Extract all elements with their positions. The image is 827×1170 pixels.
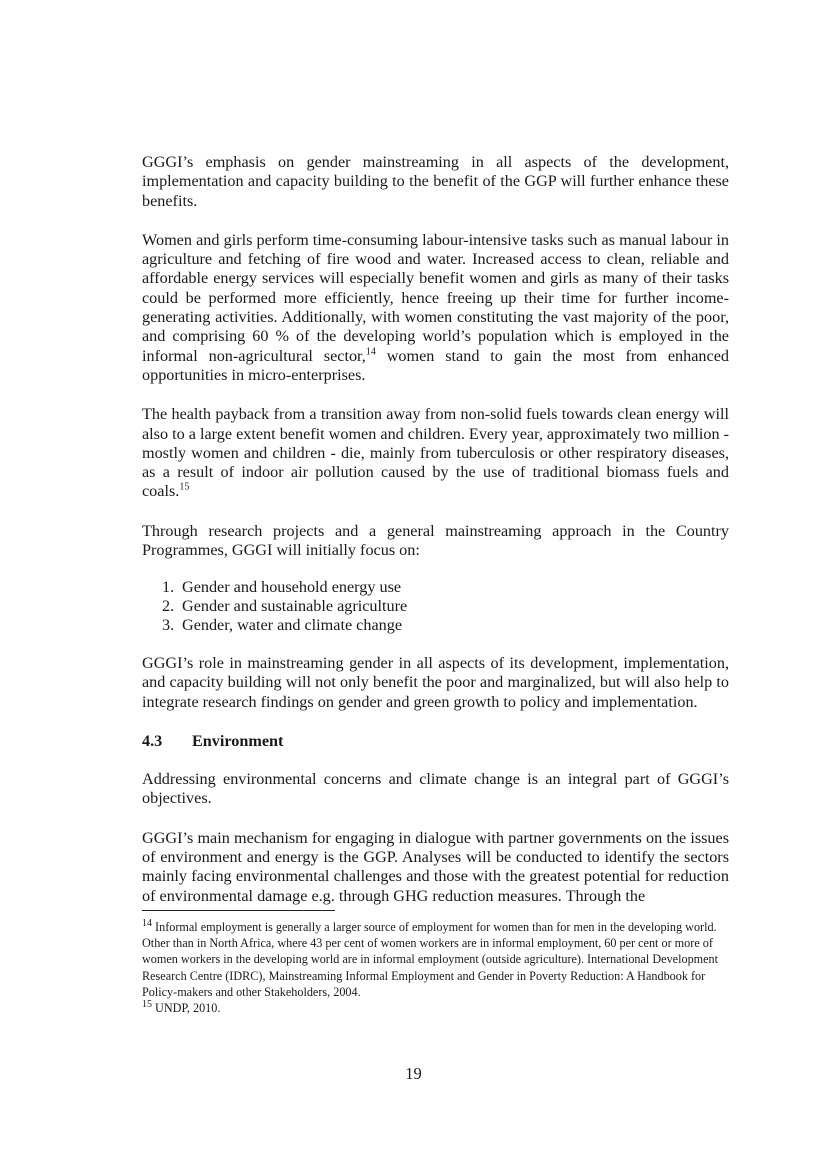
footnote-14 xyxy=(142,919,732,1000)
paragraph-role: GGGI’s role in mainstreaming gender in all aspects of its development, implementation, and capacity building will not only benefit the poor and marginalized, but will also help to integrate research findings on gender and green growth to policy and implementation. xyxy=(142,654,729,711)
footnote-text: Informal employment is generally a larger source of employment for women than for men in the developing world. Other than in North Africa, where 43 per cent of women workers are in informal employment, 60 per cent or more of women workers in the developing world are in informal employment (outside agriculture). International Development Research Centre (IDRC), Mainstreaming Informal Employment and Gender in Poverty Reduction: A Handbook for Policy-makers and other Stakeholders, 2004. xyxy=(142,920,719,999)
list-item xyxy=(162,597,729,616)
footnote-divider xyxy=(142,910,335,911)
footnote-15 xyxy=(142,1000,732,1016)
list-number: 1. xyxy=(162,578,175,597)
paragraph-environmental-concerns: Addressing environmental concerns and climate change is an integral part of GGGI’s objectives. xyxy=(142,770,729,808)
paragraph-research-projects: Through research projects and a general mainstreaming approach in the Country Programmes, GGGI will initially focus on: xyxy=(142,521,729,560)
list-item xyxy=(162,578,729,597)
footnotes xyxy=(142,910,732,1016)
footnote-text: UNDP, 2010. xyxy=(155,1001,221,1016)
paragraph-women-and-girls xyxy=(142,231,729,385)
page-body xyxy=(142,153,729,926)
list-text: Gender, water and climate change xyxy=(182,615,403,634)
list-number: 3. xyxy=(162,615,175,634)
section-number: 4.3 xyxy=(142,732,163,751)
list-number: 2. xyxy=(162,596,175,615)
focus-list xyxy=(162,578,729,634)
footnote-ref-14: 14 xyxy=(365,346,376,358)
paragraph-gender-mainstreaming: GGGI’s emphasis on gender mainstreaming in all aspects of the development, implementation and capacity building to the benefit of the GGP will further enhance these benefits. xyxy=(142,153,729,210)
paragraph-text: women stand to gain the most from enhanced opportunities in micro-enterprises. xyxy=(142,346,729,384)
list-text: Gender and sustainable agriculture xyxy=(182,596,408,615)
footnote-marker: 14 xyxy=(142,917,152,929)
footnote-ref-15: 15 xyxy=(179,482,190,494)
paragraph-main-mechanism: GGGI’s main mechanism for engaging in dialogue with partner governments on the issues of environment and energy is the GGP. Analyses will be conducted to identify the sectors mainly facing environmental challenges and those with the greatest potential for reduction of environmental damage e.g. through GHG reduction measures. Through the xyxy=(142,828,729,905)
footnote-marker: 15 xyxy=(142,998,152,1010)
list-item xyxy=(162,616,729,635)
section-heading xyxy=(142,732,729,751)
list-text: Gender and household energy use xyxy=(182,578,402,597)
section-title: Environment xyxy=(192,732,284,751)
paragraph-text: Women and girls perform time-consuming labour-intensive tasks such as manual labour in agriculture and fetching of fire wood and water. Increased access to clean, reliable and affordable energy services will especially benefit women and girls as many of their tasks could be performed more efficiently, hence freeing up their time for further income-generating activities. Additionally, with women constituting the vast majority of the poor, and comprising 60 % of the developing world’s population which is employed in the informal non-agricultural sector, xyxy=(142,230,729,365)
page-number: 19 xyxy=(405,1064,422,1083)
paragraph-text: The health payback from a transition away from non-solid fuels towards clean energy will also to a large extent benefit women and children. Every year, approximately two million - mostly women and children - die, mainly from tuberculosis or other respiratory diseases, as a result of indoor air pollution caused by the use of traditional biomass fuels and coals. xyxy=(142,405,730,501)
paragraph-health-payback xyxy=(142,405,729,501)
